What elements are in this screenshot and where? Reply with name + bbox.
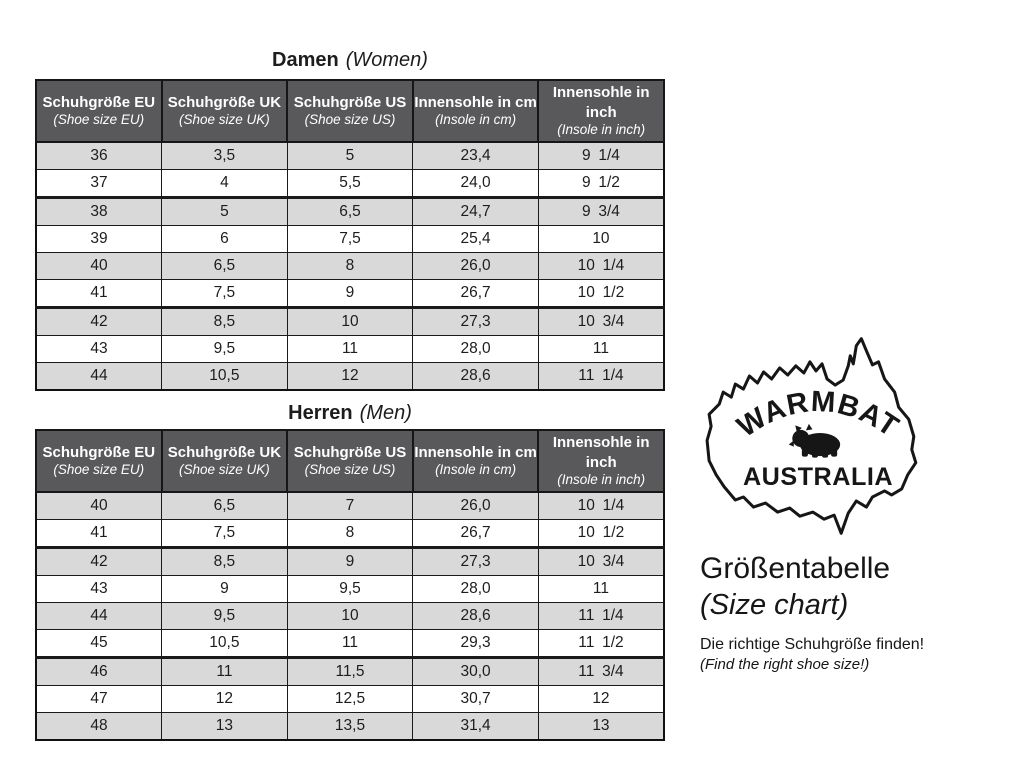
column-header-en: (Shoe size UK) <box>178 462 270 478</box>
column-header <box>36 430 162 492</box>
column-header-de: Schuhgröße UK <box>167 443 282 461</box>
size-cell: 11 1/2 <box>538 629 664 657</box>
size-cell: 26,7 <box>413 279 539 307</box>
table-row <box>36 197 664 225</box>
men-title-en: (Men) <box>359 402 412 424</box>
size-cell: 10 3/4 <box>538 307 664 335</box>
size-cell: 27,3 <box>413 547 539 575</box>
women-title-de: Damen <box>272 49 339 71</box>
size-cell: 24,7 <box>413 197 539 225</box>
men-title-de: Herren <box>288 402 353 424</box>
column-header <box>162 80 288 142</box>
size-cell: 11 <box>538 575 664 602</box>
table-row <box>36 362 664 390</box>
caption-title-en: (Size chart) <box>700 589 849 621</box>
size-cell: 13,5 <box>287 712 413 740</box>
size-cell: 9 1/4 <box>538 142 664 170</box>
size-cell: 12,5 <box>287 685 413 712</box>
column-header-de: Innensohle in inch <box>552 434 650 471</box>
size-cell: 39 <box>36 225 162 252</box>
men-table-body <box>36 492 664 740</box>
size-cell: 9 1/2 <box>538 169 664 197</box>
size-cell: 30,7 <box>413 685 539 712</box>
size-cell: 41 <box>36 279 162 307</box>
size-cell: 7,5 <box>287 225 413 252</box>
size-cell: 9 <box>162 575 288 602</box>
size-cell: 7,5 <box>162 279 288 307</box>
warmbat-australia-logo <box>697 333 939 545</box>
column-header <box>162 430 288 492</box>
column-header <box>287 430 413 492</box>
size-cell: 46 <box>36 657 162 685</box>
size-cell: 10 1/2 <box>538 279 664 307</box>
women-table-body <box>36 142 664 390</box>
women-size-table <box>35 79 665 391</box>
size-cell: 31,4 <box>413 712 539 740</box>
size-cell: 11 <box>538 335 664 362</box>
column-header-de: Schuhgröße EU <box>42 93 156 111</box>
page-note <box>700 634 924 675</box>
column-header <box>413 80 539 142</box>
size-cell: 4 <box>162 169 288 197</box>
size-cell: 38 <box>36 197 162 225</box>
size-cell: 25,4 <box>413 225 539 252</box>
size-cell: 8 <box>287 252 413 279</box>
size-cell: 6 <box>162 225 288 252</box>
size-cell: 9 <box>287 547 413 575</box>
table-row <box>36 602 664 629</box>
size-cell: 5 <box>287 142 413 170</box>
table-row <box>36 519 664 547</box>
size-cell: 13 <box>162 712 288 740</box>
size-cell: 12 <box>538 685 664 712</box>
note-en: (Find the right shoe size!) <box>700 656 870 673</box>
brand-name: WARMBAT <box>731 385 905 444</box>
size-cell: 9,5 <box>162 602 288 629</box>
table-row <box>36 252 664 279</box>
size-cell: 10 3/4 <box>538 547 664 575</box>
size-cell: 11 1/4 <box>538 602 664 629</box>
table-row <box>36 142 664 170</box>
men-table-title <box>35 401 665 426</box>
size-cell: 9,5 <box>287 575 413 602</box>
column-header-en: (Shoe size UK) <box>178 112 270 128</box>
size-cell: 10,5 <box>162 362 288 390</box>
column-header-de: Innensohle in cm <box>414 93 537 111</box>
size-cell: 9 <box>287 279 413 307</box>
women-title-en: (Women) <box>345 49 428 71</box>
column-header-de: Schuhgröße US <box>293 443 407 461</box>
size-cell: 36 <box>36 142 162 170</box>
caption-title-de: Größentabelle <box>700 552 891 585</box>
size-cell: 28,6 <box>413 362 539 390</box>
table-row <box>36 492 664 520</box>
size-cell: 11,5 <box>287 657 413 685</box>
size-cell: 28,0 <box>413 335 539 362</box>
table-row <box>36 279 664 307</box>
size-cell: 27,3 <box>413 307 539 335</box>
table-row <box>36 335 664 362</box>
column-header-de: Schuhgröße US <box>293 93 407 111</box>
column-header <box>287 80 413 142</box>
size-cell: 26,7 <box>413 519 539 547</box>
size-cell: 37 <box>36 169 162 197</box>
size-cell: 11 3/4 <box>538 657 664 685</box>
column-header-de: Innensohle in cm <box>414 443 537 461</box>
size-cell: 10,5 <box>162 629 288 657</box>
size-cell: 12 <box>162 685 288 712</box>
column-header-de: Schuhgröße UK <box>167 93 282 111</box>
table-row <box>36 629 664 657</box>
size-cell: 30,0 <box>413 657 539 685</box>
header-row <box>36 80 664 142</box>
size-cell: 23,4 <box>413 142 539 170</box>
size-cell: 7 <box>287 492 413 520</box>
table-row <box>36 657 664 685</box>
size-cell: 10 <box>538 225 664 252</box>
page-caption <box>700 551 890 623</box>
size-cell: 11 1/4 <box>538 362 664 390</box>
size-cell: 7,5 <box>162 519 288 547</box>
column-header-en: (Insole in cm) <box>435 112 517 128</box>
women-table-header <box>36 80 664 142</box>
column-header <box>538 430 664 492</box>
table-row <box>36 685 664 712</box>
column-header-en: (Insole in cm) <box>435 462 517 478</box>
size-cell: 44 <box>36 362 162 390</box>
column-header-en: (Shoe size US) <box>304 112 396 128</box>
country-name: AUSTRALIA <box>742 462 894 491</box>
table-row <box>36 307 664 335</box>
header-row <box>36 430 664 492</box>
size-cell: 6,5 <box>287 197 413 225</box>
column-header-en: (Shoe size EU) <box>53 462 145 478</box>
men-size-table <box>35 429 665 741</box>
note-de: Die richtige Schuhgröße finden! <box>700 636 925 653</box>
size-cell: 47 <box>36 685 162 712</box>
size-cell: 5,5 <box>287 169 413 197</box>
men-table-header <box>36 430 664 492</box>
column-header-en: (Insole in inch) <box>557 472 646 487</box>
size-cell: 13 <box>538 712 664 740</box>
size-cell: 48 <box>36 712 162 740</box>
column-header-en: (Shoe size EU) <box>53 112 145 128</box>
size-cell: 10 1/4 <box>538 492 664 520</box>
column-header-en: (Shoe size US) <box>304 462 396 478</box>
column-header <box>538 80 664 142</box>
size-cell: 5 <box>162 197 288 225</box>
size-cell: 42 <box>36 307 162 335</box>
table-row <box>36 547 664 575</box>
size-cell: 3,5 <box>162 142 288 170</box>
size-cell: 9,5 <box>162 335 288 362</box>
size-cell: 6,5 <box>162 492 288 520</box>
size-cell: 26,0 <box>413 492 539 520</box>
size-cell: 44 <box>36 602 162 629</box>
table-row <box>36 225 664 252</box>
women-table-title <box>35 48 665 73</box>
table-row <box>36 712 664 740</box>
size-cell: 10 1/2 <box>538 519 664 547</box>
size-cell: 28,6 <box>413 602 539 629</box>
size-cell: 40 <box>36 252 162 279</box>
column-header <box>413 430 539 492</box>
size-cell: 8,5 <box>162 307 288 335</box>
size-cell: 8 <box>287 519 413 547</box>
size-cell: 41 <box>36 519 162 547</box>
table-row <box>36 169 664 197</box>
size-cell: 10 <box>287 602 413 629</box>
table-row <box>36 575 664 602</box>
size-cell: 26,0 <box>413 252 539 279</box>
column-header-de: Schuhgröße EU <box>42 443 156 461</box>
size-cell: 9 3/4 <box>538 197 664 225</box>
size-cell: 43 <box>36 335 162 362</box>
column-header-de: Innensohle in inch <box>552 84 650 121</box>
size-cell: 10 <box>287 307 413 335</box>
size-cell: 11 <box>287 629 413 657</box>
size-cell: 10 1/4 <box>538 252 664 279</box>
size-cell: 24,0 <box>413 169 539 197</box>
column-header <box>36 80 162 142</box>
size-cell: 29,3 <box>413 629 539 657</box>
size-cell: 6,5 <box>162 252 288 279</box>
size-cell: 43 <box>36 575 162 602</box>
size-cell: 11 <box>162 657 288 685</box>
size-cell: 11 <box>287 335 413 362</box>
size-cell: 42 <box>36 547 162 575</box>
size-cell: 8,5 <box>162 547 288 575</box>
size-cell: 40 <box>36 492 162 520</box>
column-header-en: (Insole in inch) <box>557 122 646 137</box>
size-cell: 12 <box>287 362 413 390</box>
size-cell: 45 <box>36 629 162 657</box>
size-cell: 28,0 <box>413 575 539 602</box>
